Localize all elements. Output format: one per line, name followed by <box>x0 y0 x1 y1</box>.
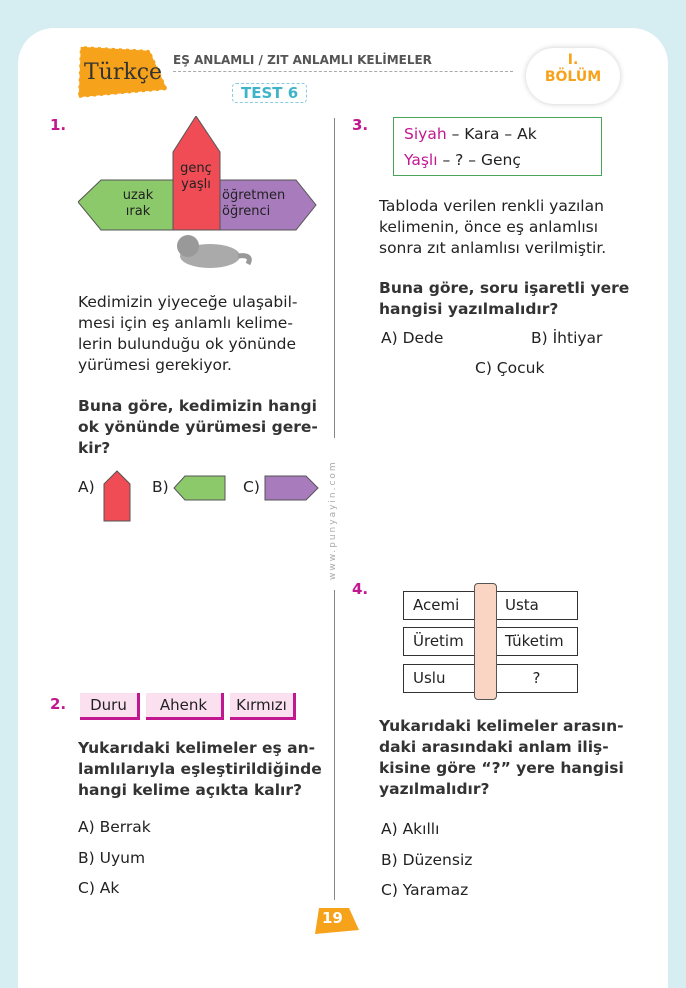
q3-question-line: hangisi yazılmalıdır? <box>379 300 559 318</box>
question-3-number: 3. <box>352 116 369 134</box>
watermark: www.punyayin.com <box>328 460 338 580</box>
right-word-2: öğrenci <box>222 204 271 219</box>
q1-option-a[interactable]: A) <box>78 478 95 496</box>
word-cell: ? <box>495 664 578 693</box>
colored-word: Yaşlı <box>404 151 438 169</box>
section-cloud <box>526 48 620 104</box>
q1-option-b[interactable]: B) <box>152 478 169 496</box>
center-bar <box>474 583 497 700</box>
q4-option-c[interactable]: C) Yaramaz <box>381 881 469 899</box>
row-text: – ? – Genç <box>437 151 521 169</box>
q1-option-c[interactable]: C) <box>243 478 260 496</box>
right-word-1: öğretmen <box>222 188 286 203</box>
q1-question-line: ok yönünde yürümesi gere- <box>78 418 318 436</box>
row-text: – Kara – Ak <box>446 125 537 143</box>
word-cell: Usta <box>495 591 578 620</box>
word-box: Ahenk <box>146 693 224 720</box>
up-word-2: yaşlı <box>181 177 211 192</box>
word-cell: Üretim <box>403 627 479 656</box>
word-box: Duru <box>80 693 140 720</box>
q3-text-line: kelimenin, önce eş anlamlısı <box>379 218 599 236</box>
q2-option-b[interactable]: B) Uyum <box>78 849 146 867</box>
q2-question-line: lamlılarıyla eşleştirildiğinde <box>78 760 322 778</box>
left-word-1: uzak <box>122 188 154 203</box>
column-divider <box>334 118 335 438</box>
colored-word: Siyah <box>404 125 447 143</box>
q1-text-line: lerin bulunduğu ok yönünde <box>78 335 297 353</box>
question-4-number: 4. <box>352 580 369 598</box>
topic-title: EŞ ANLAMLI / ZIT ANLAMLI KELİMELER <box>173 53 432 67</box>
q3-option-a[interactable]: A) Dede <box>381 329 444 347</box>
q4-option-b[interactable]: B) Düzensiz <box>381 851 473 869</box>
q4-question-line: yazılmalıdır? <box>379 780 490 798</box>
word-cell: Acemi <box>403 591 479 620</box>
q4-question-line: kisine göre “?” yere hangisi <box>379 759 624 777</box>
q2-option-c[interactable]: C) Ak <box>78 879 120 897</box>
q4-option-a[interactable]: A) Akıllı <box>381 820 440 838</box>
q2-option-a[interactable]: A) Berrak <box>78 818 151 836</box>
q3-option-c[interactable]: C) Çocuk <box>475 359 545 377</box>
q1-question-line: kir? <box>78 439 111 457</box>
word-cell: Tüketim <box>495 627 578 656</box>
q3-option-b[interactable]: B) İhtiyar <box>531 329 603 347</box>
q2-question-line: Yukarıdaki kelimeler eş an- <box>78 739 316 757</box>
subject-title: Türkçe <box>84 60 163 85</box>
question-1-number: 1. <box>50 116 67 134</box>
q3-text-line: Tabloda verilen renkli yazılan <box>379 197 604 215</box>
q1-text-line: yürümesi gerekiyor. <box>78 356 232 374</box>
q4-question-line: Yukarıdaki kelimeler arasın- <box>379 717 624 735</box>
section-number: I. <box>567 52 579 68</box>
q3-question-line: Buna göre, soru işaretli yere <box>379 279 630 297</box>
up-arrow-icon <box>103 470 131 522</box>
page-number: 19 <box>322 909 343 927</box>
word-box: Kırmızı <box>230 693 296 720</box>
q1-text-line: mesi için eş anlamlı kelime- <box>78 314 293 332</box>
test-label: TEST 6 <box>232 83 307 103</box>
word-table <box>393 117 602 176</box>
question-2-number: 2. <box>50 695 67 713</box>
up-word-1: genç <box>180 161 212 176</box>
left-arrow-icon <box>173 475 227 501</box>
cat-icon <box>177 235 249 268</box>
right-arrow-icon <box>264 475 320 501</box>
left-word-2: ırak <box>125 204 151 219</box>
q1-text-line: Kedimizin yiyeceğe ulaşabil- <box>78 293 298 311</box>
section-label: BÖLÜM <box>544 69 602 85</box>
q4-question-line: daki arasındaki anlam iliş- <box>379 738 609 756</box>
column-divider <box>334 590 335 900</box>
q1-question-line: Buna göre, kedimizin hangi <box>78 397 317 415</box>
q2-question-line: hangi kelime açıkta kalır? <box>78 781 302 799</box>
word-cell: Uslu <box>403 664 479 693</box>
dashed-line <box>173 71 513 72</box>
q3-text-line: sonra zıt anlamlısı verilmiştir. <box>379 239 607 257</box>
